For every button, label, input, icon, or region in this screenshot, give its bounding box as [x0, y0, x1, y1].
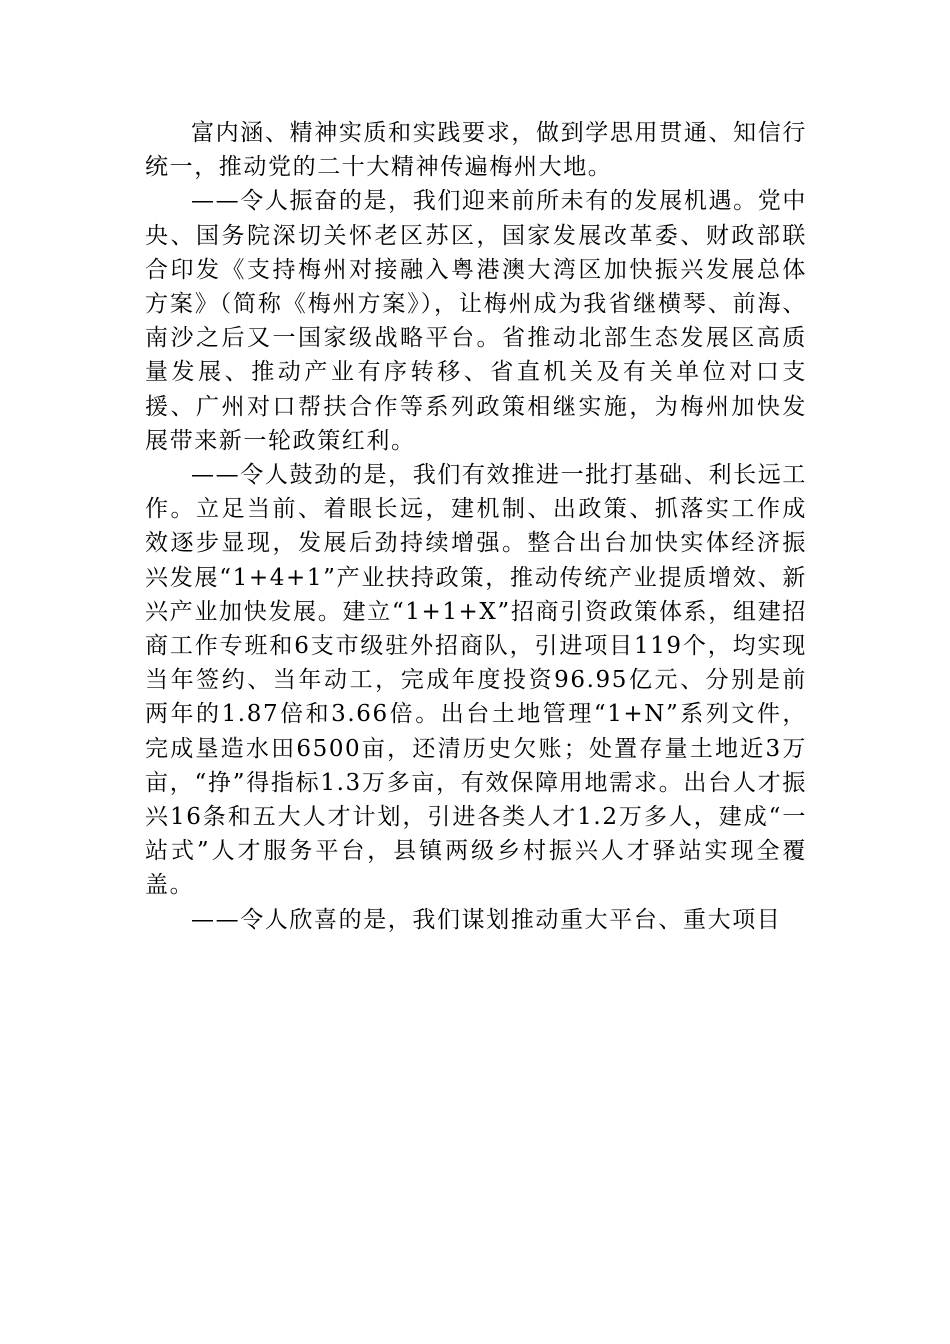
paragraph-development-opportunity: ——令人振奋的是，我们迎来前所未有的发展机遇。党中央、国务院深切关怀老区苏区，国家发展改革委、财政部联合印发《支持梅州对接融入粤港澳大湾区加快振兴发展总体方案》（简称《梅州方案》），让梅州成为我省继横琴、前海、南沙之后又一国家级战略平台。省推动北部生态发展区高质量发展、推动产业有序转移、省直机关及有关单位对口支援、广州对口帮扶合作等系列政策相继实施，为梅州加快发展带来新一轮政策红利。 — [145, 188, 807, 454]
paragraph-continuation: 富内涵、精神实质和实践要求，做到学思用贯通、知信行统一，推动党的二十大精神传遍梅州大地。 — [145, 120, 807, 181]
paragraph-foundational-work: ——令人鼓劲的是，我们有效推进一批打基础、利长远工作。立足当前、着眼长远，建机制、出政策、抓落实工作成效逐步显现，发展后劲持续增强。整合出台加快实体经济振兴发展“1+4+1”产业扶持政策，推动传统产业提质增效、新兴产业加快发展。建立“1+1+X”招商引资政策体系，组建招商工作专班和6支市级驻外招商队，引进项目119个，均实现当年签约、当年动工，完成年度投资96.95亿元、分别是前两年的1.87倍和3.66倍。出台土地管理“1+N”系列文件，完成垦造水田6500亩，还清历史欠账；处置存量土地近3万亩，“挣”得指标1.3万多亩，有效保障用地需求。出台人才振兴16条和五大人才计划，引进各类人才1.2万多人，建成“一站式”人才服务平台，县镇两级乡村振兴人才驿站实现全覆盖。 — [145, 462, 807, 899]
body-text — [145, 116, 807, 937]
paragraph-major-platforms: ——令人欣喜的是，我们谋划推动重大平台、重大项目 — [191, 906, 782, 933]
